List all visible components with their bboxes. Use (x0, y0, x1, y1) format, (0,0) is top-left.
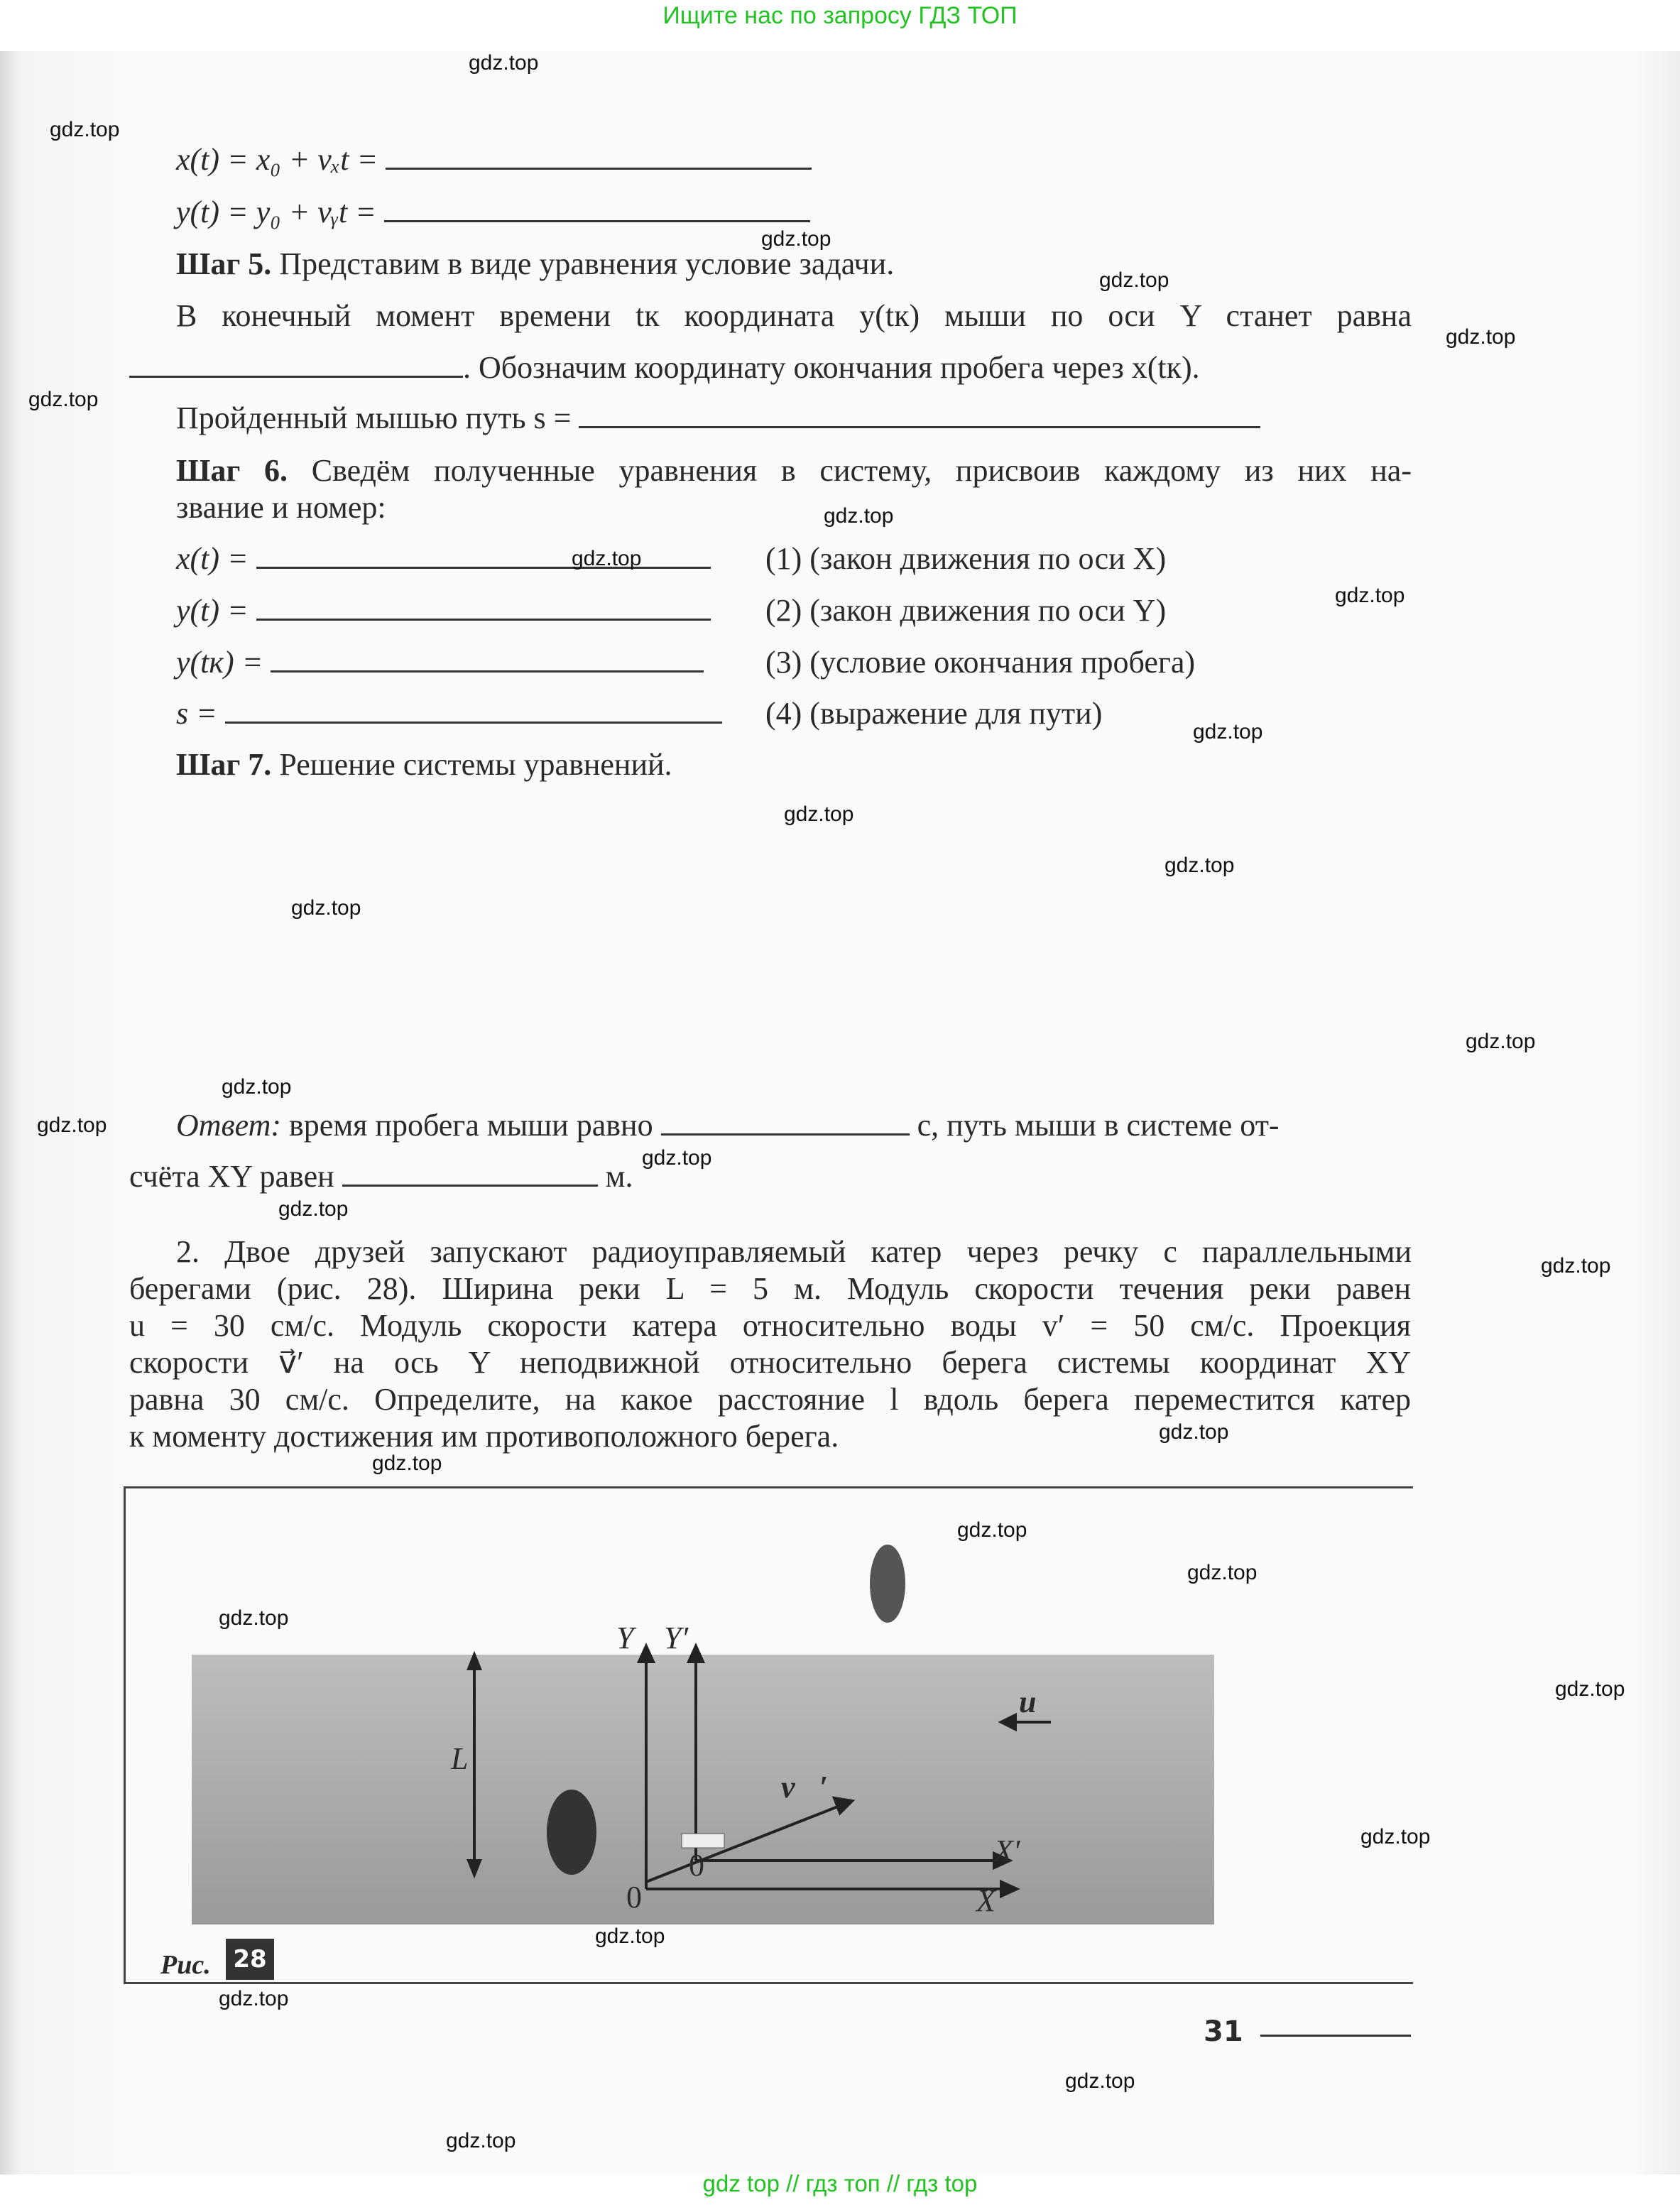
system-eq-1: x(t) = (176, 540, 711, 578)
person-left (547, 1790, 596, 1875)
watermark: gdz.top (1187, 1561, 1258, 1584)
label-Y: Y (616, 1621, 634, 1655)
watermark: gdz.top (219, 1987, 289, 2010)
figure-caption: Рис. (160, 1950, 211, 1980)
watermark: gdz.top (219, 1606, 289, 1630)
watermark: gdz.top (278, 1197, 349, 1221)
step6: Шаг 6. Сведём полученные уравнения в систему, присвоив каждому из них на- (176, 453, 1412, 488)
system-eq-4-label: (4) (выражение для пути) (765, 696, 1103, 731)
path-line: Пройденный мышью путь s = (176, 399, 1260, 437)
watermark: gdz.top (1555, 1677, 1625, 1701)
watermark: gdz.top (1159, 1420, 1229, 1444)
problem-2-line: u = 30 см/с. Модуль скорости катера относительно воды v′ = 50 см/с. Проекция (129, 1308, 1411, 1343)
watermark: gdz.top (50, 118, 120, 141)
problem-2-line: к моменту достижения им противоположного берега. (129, 1419, 839, 1454)
system-eq-4: s = (176, 695, 722, 733)
watermark: gdz.top (1360, 1825, 1431, 1849)
watermark: gdz.top (446, 2129, 516, 2152)
banner[interactable]: Ищите нас по запросу ГДЗ ТОП (662, 2, 1018, 29)
label-u: u⃗ (1019, 1684, 1061, 1719)
system-eq-3: y(tк) = (176, 643, 704, 682)
watermark: gdz.top (28, 388, 99, 411)
label-X-prime: X′ (994, 1834, 1020, 1868)
watermark: gdz.top (222, 1075, 292, 1099)
watermark: gdz.top (372, 1452, 442, 1475)
watermark: gdz.top (1335, 584, 1405, 607)
watermark: gdz.top (572, 547, 642, 570)
watermark: gdz.top (1065, 2069, 1135, 2093)
boat (682, 1834, 724, 1848)
velocity-vector (646, 1804, 845, 1882)
watermark: gdz.top (1099, 268, 1169, 292)
step7: Шаг 7. Решение системы уравнений. (176, 747, 672, 782)
step6-cont: звание и номер: (176, 490, 386, 525)
system-eq-2-label: (2) (закон движения по оси Y) (765, 593, 1167, 628)
system-eq-2: y(t) = (176, 592, 711, 630)
watermark: gdz.top (1164, 854, 1235, 877)
problem-2-line: 2. Двое друзей запускают радиоуправляемый катер через речку с параллельными (176, 1234, 1412, 1269)
problem-2-line: равна 30 см/с. Определите, на какое расстояние l вдоль берега переместится катер (129, 1382, 1411, 1417)
watermark: gdz.top (1541, 1254, 1611, 1278)
page-number-rule (1260, 2035, 1411, 2037)
watermark: gdz.top (784, 802, 854, 826)
watermark: gdz.top (1446, 325, 1516, 349)
footer-links[interactable]: gdz top // гдз топ // гдз top (702, 2170, 978, 2196)
label-X: X (976, 1883, 996, 1918)
final-moment-text: В конечный момент времени tк координата y(tк) мыши по оси Y станет равна (176, 298, 1412, 333)
answer-line-2: счёта XY равен м. (129, 1159, 633, 1194)
watermark: gdz.top (1466, 1030, 1536, 1053)
label-L: L (451, 1741, 469, 1776)
label-origin-prime: 0 (689, 1848, 704, 1883)
watermark: gdz.top (824, 504, 894, 528)
system-eq-3-label: (3) (условие окончания пробега) (765, 645, 1196, 680)
watermark: gdz.top (595, 1924, 665, 1948)
problem-2-line: берегами (рис. 28). Ширина реки L = 5 м. Модуль скорости течения реки равен (129, 1271, 1411, 1306)
figure-number: 28 (226, 1939, 274, 1980)
page-number: 31 (1204, 2015, 1243, 2048)
denote-line: . Обозначим координату окончания пробега через x(tк). (129, 349, 1200, 387)
label-v-prime: v⃗′ (781, 1770, 829, 1804)
problem-2-line: скорости v⃗′ на ось Y неподвижной относительно берега системы координат XY (129, 1345, 1411, 1380)
watermark: gdz.top (957, 1518, 1027, 1542)
label-origin: 0 (626, 1880, 642, 1915)
step5: Шаг 5. Представим в виде уравнения условие задачи. (176, 246, 895, 281)
y-equation: y(t) = y₀ + vᵧt = (176, 193, 810, 232)
watermark: gdz.top (642, 1146, 712, 1170)
watermark: gdz.top (37, 1114, 107, 1137)
watermark: gdz.top (469, 51, 539, 75)
label-Y-prime: Y′ (664, 1621, 689, 1655)
watermark: gdz.top (1193, 720, 1263, 744)
watermark: gdz.top (761, 227, 831, 251)
x-equation: x(t) = x₀ + vₓt = (176, 141, 812, 179)
answer-line: Ответ: время пробега мыши равно с, путь мыши в системе от- (176, 1108, 1280, 1143)
person-right (870, 1545, 905, 1623)
watermark: gdz.top (291, 896, 361, 920)
system-eq-1-label: (1) (закон движения по оси X) (765, 541, 1167, 576)
